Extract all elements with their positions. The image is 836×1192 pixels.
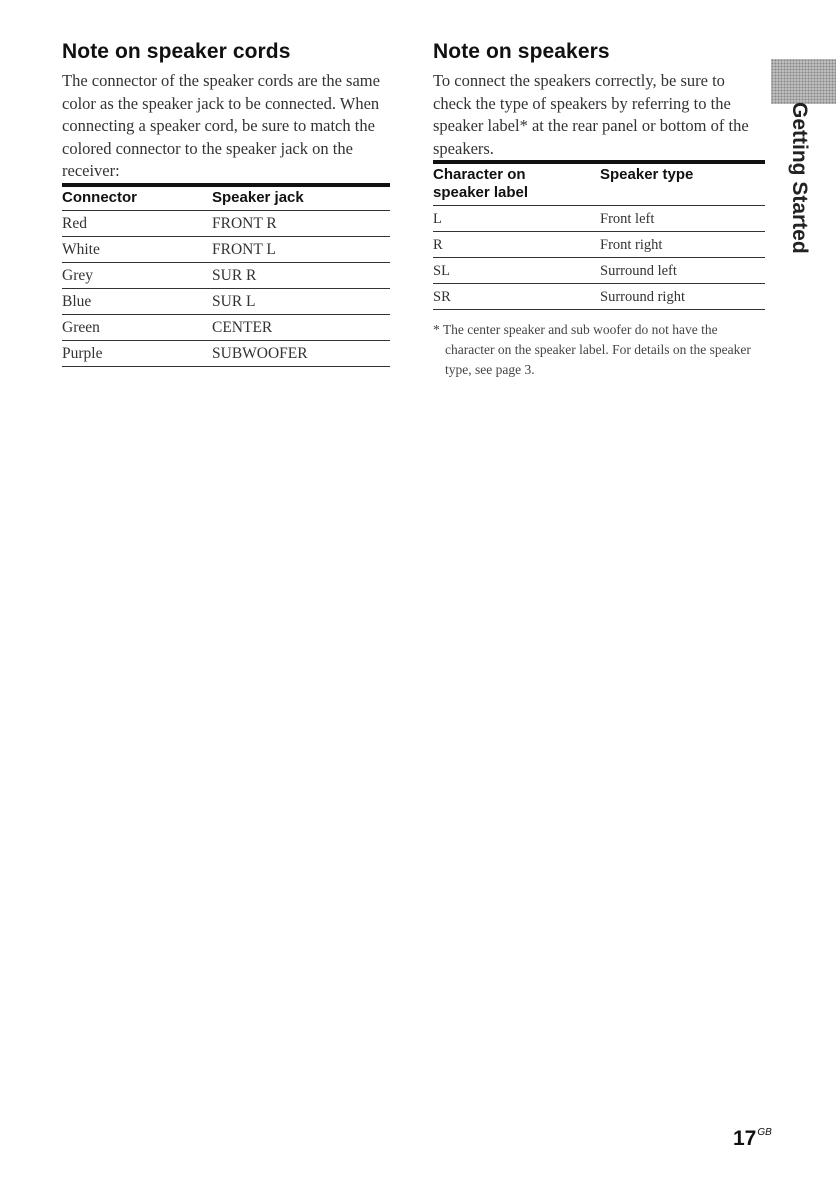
jack-cell: SUR R [212, 266, 257, 284]
connector-cell: Green [62, 318, 100, 336]
speaker-type-cell: Front right [600, 237, 663, 253]
character-cell: SR [433, 289, 451, 305]
character-header-line1: Character on [433, 166, 526, 183]
speaker-type-header: Speaker type [600, 166, 694, 183]
jack-cell: SUBWOOFER [212, 344, 308, 362]
speaker-type-cell: Surround right [600, 289, 685, 305]
connector-cell: Grey [62, 266, 93, 284]
jack-cell: CENTER [212, 318, 273, 336]
jack-cell: FRONT R [212, 214, 277, 232]
speaker-footnote: * The center speaker and sub woofer do not have the character on the speaker label. For details on the speaker type, see page 3. [433, 322, 751, 377]
table-row [62, 314, 390, 340]
speaker-type-cell: Front left [600, 211, 655, 227]
connector-cell: Purple [62, 344, 103, 362]
speaker-cords-paragraph: The connector of the speaker cords are the same color as the speaker jack to be connected. When connecting a speaker cord, be sure to match the colored connector to the speaker jack on the receiver: [62, 71, 380, 180]
table-row [62, 262, 390, 288]
table-row [433, 284, 765, 310]
connector-cell: Red [62, 214, 87, 232]
table-row [62, 288, 390, 314]
speaker-label-table [433, 160, 765, 310]
page-number-value: 17 [733, 1127, 757, 1150]
speakers-paragraph: To connect the speakers correctly, be sure to check the type of speakers by referring to the speaker label* at the rear panel or bottom of the speakers. [433, 71, 749, 158]
speakers-heading: Note on speakers [433, 40, 610, 63]
page-number-suffix: GB [757, 1127, 772, 1138]
table-row [433, 258, 765, 284]
connector-cell: White [62, 240, 100, 258]
table-row [62, 210, 390, 236]
speaker-cords-heading: Note on speaker cords [62, 40, 291, 63]
table-row [62, 236, 390, 262]
section-tab-marker [771, 59, 836, 104]
speaker-type-cell: Surround left [600, 263, 677, 279]
speaker-cords-section [62, 40, 390, 367]
connector-table [62, 183, 390, 367]
table-row [433, 206, 765, 232]
page-number [733, 1127, 772, 1151]
table-row [433, 232, 765, 258]
character-cell: L [433, 211, 442, 227]
section-tab-text: Getting Started [788, 102, 811, 254]
jack-cell: SUR L [212, 292, 256, 310]
jack-cell: FRONT L [212, 240, 276, 258]
speakers-section [433, 40, 765, 380]
character-cell: SL [433, 263, 450, 279]
connector-cell: Blue [62, 292, 92, 310]
speaker-jack-header: Speaker jack [212, 188, 304, 206]
character-header [433, 162, 600, 206]
character-header-line2: speaker label [433, 184, 529, 201]
section-tab-label [783, 102, 813, 254]
table-row [62, 340, 390, 366]
connector-header: Connector [62, 188, 137, 206]
character-cell: R [433, 237, 443, 253]
